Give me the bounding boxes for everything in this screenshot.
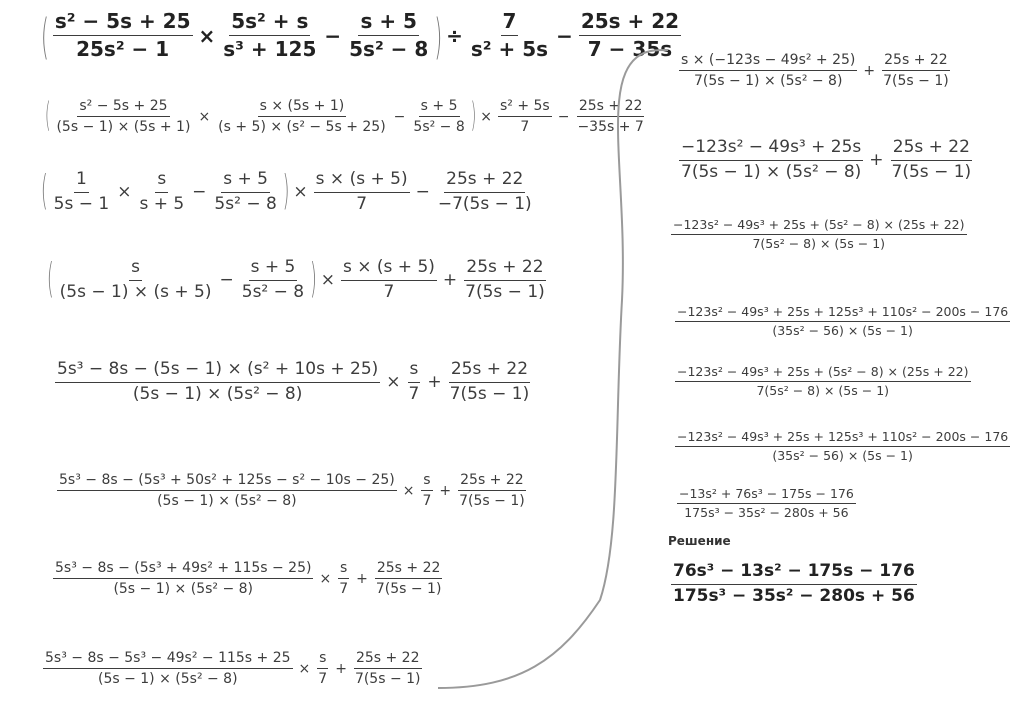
fraction xyxy=(43,650,293,687)
numerator: s² − 5s + 25 xyxy=(53,10,193,36)
numerator: s × (5s + 1) xyxy=(258,98,347,117)
denominator: (5s − 1) × (5s² − 8) xyxy=(132,383,303,404)
denominator: 7(5s − 1) xyxy=(891,161,972,182)
times-operator: × xyxy=(117,182,132,203)
numerator: −123s² − 49s³ + 25s + (5s² − 8) × (25s + 22) xyxy=(675,365,971,382)
fraction xyxy=(221,10,318,61)
times-operator: × xyxy=(293,182,308,203)
denominator: 7(5s − 1) xyxy=(459,493,525,510)
denominator: 25s² − 1 xyxy=(76,37,170,61)
numerator: −123s² − 49s³ + 25s + 125s³ + 110s² − 200s − 176 xyxy=(675,305,1010,322)
minus-operator: − xyxy=(192,182,207,203)
denominator: (5s − 1) × (s + 5) xyxy=(59,281,212,302)
numerator: 25s + 22 xyxy=(375,560,443,579)
numerator: s × (s + 5) xyxy=(314,170,410,193)
final-answer xyxy=(668,562,920,606)
fraction xyxy=(469,10,550,61)
denominator: 7(5s − 1) xyxy=(449,383,530,404)
denominator: 7(5s − 1) xyxy=(354,671,421,688)
numerator: s² + 5s xyxy=(498,98,552,117)
numerator: 5s³ − 8s − 5s³ − 49s² − 115s + 25 xyxy=(43,650,293,669)
fraction xyxy=(316,650,329,687)
numerator: s + 5 xyxy=(419,98,460,117)
numerator: s × (−123s − 49s² + 25) xyxy=(679,52,857,71)
fraction xyxy=(314,170,410,214)
denominator: (35s² − 56) × (5s − 1) xyxy=(772,323,913,339)
denominator: 7 xyxy=(356,193,368,214)
fraction xyxy=(679,52,857,89)
minus-operator: − xyxy=(219,270,234,291)
numerator: −13s² + 76s³ − 175s − 176 xyxy=(677,487,856,504)
numerator: s² − 5s + 25 xyxy=(77,98,169,117)
fraction xyxy=(216,98,388,135)
denominator: 7 − 35s xyxy=(587,37,673,61)
denominator: 175s³ − 35s² − 280s + 56 xyxy=(673,585,915,606)
numerator: −123s² − 49s³ + 25s xyxy=(679,138,863,161)
times-operator: × xyxy=(402,482,415,499)
fraction xyxy=(436,170,534,214)
step-5 xyxy=(52,360,534,404)
open-paren: ( xyxy=(41,6,49,65)
denominator: −7(5s − 1) xyxy=(437,193,532,214)
open-paren: ( xyxy=(47,256,54,305)
close-paren: ) xyxy=(470,97,477,136)
fraction xyxy=(374,560,444,597)
fraction xyxy=(57,472,397,509)
minus-operator: − xyxy=(557,108,570,125)
denominator: s² + 5s xyxy=(470,37,549,61)
denominator: 7 xyxy=(520,119,530,136)
fraction xyxy=(52,170,112,214)
minus-operator: − xyxy=(393,108,406,125)
fraction xyxy=(457,472,527,509)
numerator: 5s³ − 8s − (5s³ + 50s² + 125s − s² − 10s − 25) xyxy=(57,472,397,491)
minus-operator: − xyxy=(415,182,430,203)
fraction xyxy=(463,258,547,302)
numerator: s + 5 xyxy=(221,170,270,193)
denominator: 5s − 1 xyxy=(53,193,110,214)
numerator: s xyxy=(338,560,349,579)
right-step-1 xyxy=(676,52,954,89)
step-1 xyxy=(40,6,684,65)
step-7 xyxy=(50,560,446,597)
fraction xyxy=(58,258,214,302)
fraction xyxy=(55,360,380,404)
fraction xyxy=(420,472,433,509)
right-step-5 xyxy=(672,365,974,399)
fraction xyxy=(675,305,1010,339)
times-operator: × xyxy=(198,23,216,48)
denominator: (s + 5) × (s² − 5s + 25) xyxy=(218,119,386,136)
open-paren: ( xyxy=(41,168,48,217)
numerator: s xyxy=(408,360,421,383)
denominator: 175s³ − 35s² − 280s + 56 xyxy=(684,505,849,521)
fraction xyxy=(675,430,1010,464)
fraction xyxy=(137,170,186,214)
denominator: 5s² − 8 xyxy=(241,281,305,302)
plus-operator: + xyxy=(442,270,458,291)
denominator: −35s + 7 xyxy=(577,119,644,136)
fraction xyxy=(341,258,437,302)
numerator: 7 xyxy=(501,10,519,36)
numerator: s + 5 xyxy=(358,10,419,36)
step-6 xyxy=(54,472,530,509)
numerator: 1 xyxy=(74,170,89,193)
denominator: 7 xyxy=(422,493,432,510)
fraction xyxy=(575,98,645,135)
solution-label: Решение xyxy=(668,534,731,548)
numerator: 5s² + s xyxy=(229,10,310,36)
numerator: s xyxy=(421,472,432,491)
fraction xyxy=(498,98,552,135)
denominator: 7(5s − 1) × (5s² − 8) xyxy=(693,73,843,90)
fraction xyxy=(53,10,193,61)
right-step-4 xyxy=(672,305,1013,339)
numerator: 5s³ − 8s − (5s − 1) × (s² + 10s + 25) xyxy=(55,360,380,383)
denominator: 5s² − 8 xyxy=(413,119,465,136)
denominator: (5s − 1) × (5s² − 8) xyxy=(97,671,238,688)
close-paren: ) xyxy=(434,6,443,65)
fraction xyxy=(671,562,917,606)
fraction xyxy=(353,650,423,687)
times-operator: × xyxy=(480,108,492,125)
step-2 xyxy=(44,98,649,135)
numerator: s xyxy=(317,650,328,669)
fraction xyxy=(671,218,967,252)
right-step-7 xyxy=(674,487,859,521)
denominator: 7(5s − 1) xyxy=(375,581,442,598)
plus-operator: + xyxy=(356,570,368,587)
minus-operator: − xyxy=(556,23,573,48)
times-operator: × xyxy=(386,372,401,393)
close-paren: ) xyxy=(310,256,317,305)
times-operator: × xyxy=(320,270,335,291)
numerator: 25s + 22 xyxy=(444,170,525,193)
close-paren: ) xyxy=(282,168,290,217)
fraction xyxy=(675,365,971,399)
numerator: s xyxy=(155,170,168,193)
fraction xyxy=(579,10,681,61)
plus-operator: + xyxy=(427,372,442,393)
denominator: 5s² − 8 xyxy=(349,37,429,61)
numerator: 25s + 22 xyxy=(458,472,526,491)
denominator: 7(5s − 1) × (5s² − 8) xyxy=(681,161,862,182)
fraction xyxy=(53,560,313,597)
minus-operator: − xyxy=(324,23,342,48)
denominator: 5s² − 8 xyxy=(214,193,277,214)
times-operator: × xyxy=(198,108,211,125)
fraction xyxy=(407,360,422,404)
denominator: 7(5s − 1) xyxy=(465,281,545,302)
numerator: 25s + 22 xyxy=(354,650,422,669)
denominator: 7 xyxy=(383,281,395,302)
fraction xyxy=(54,98,192,135)
fraction xyxy=(337,560,350,597)
plus-operator: + xyxy=(335,660,347,677)
step-3 xyxy=(40,168,537,217)
fraction xyxy=(212,170,278,214)
fraction xyxy=(881,52,951,89)
denominator: (5s − 1) × (5s² − 8) xyxy=(113,581,254,598)
numerator: 25s + 22 xyxy=(891,138,972,161)
denominator: 7 xyxy=(318,671,328,688)
numerator: 25s + 22 xyxy=(577,98,645,117)
denominator: (5s − 1) × (5s + 1) xyxy=(56,119,191,136)
numerator: 25s + 22 xyxy=(882,52,950,71)
numerator: −123s² − 49s³ + 25s + 125s³ + 110s² − 200s − 176 xyxy=(675,430,1010,447)
denominator: 7(5s² − 8) × (5s − 1) xyxy=(756,383,890,399)
numerator: 5s³ − 8s − (5s³ + 49s² + 115s − 25) xyxy=(53,560,313,579)
denominator: 7(5s − 1) xyxy=(883,73,949,90)
numerator: 25s + 22 xyxy=(449,360,530,383)
divide-operator: ÷ xyxy=(446,23,463,48)
open-paren: ( xyxy=(45,97,51,136)
fraction xyxy=(677,487,856,521)
fraction xyxy=(240,258,306,302)
plus-operator: + xyxy=(869,150,884,171)
step-8 xyxy=(40,650,426,687)
fraction xyxy=(411,98,466,135)
plus-operator: + xyxy=(863,62,876,79)
denominator: s³ + 125 xyxy=(223,37,317,61)
fraction xyxy=(890,138,974,182)
numerator: s × (s + 5) xyxy=(341,258,437,281)
fraction xyxy=(347,10,430,61)
fraction xyxy=(679,138,863,182)
right-step-3 xyxy=(668,218,970,252)
times-operator: × xyxy=(298,660,311,677)
denominator: 7 xyxy=(339,581,349,598)
plus-operator: + xyxy=(439,482,452,499)
step-4 xyxy=(46,256,550,305)
numerator: s + 5 xyxy=(249,258,298,281)
numerator: 25s + 22 xyxy=(464,258,545,281)
denominator: 7 xyxy=(408,383,420,404)
numerator: 76s³ − 13s² − 175s − 176 xyxy=(671,562,917,585)
denominator: 7(5s² − 8) × (5s − 1) xyxy=(752,236,886,252)
denominator: (5s − 1) × (5s² − 8) xyxy=(157,493,297,510)
right-step-6 xyxy=(672,430,1013,464)
numerator: −123s² − 49s³ + 25s + (5s² − 8) × (25s + 22) xyxy=(671,218,967,235)
denominator: (35s² − 56) × (5s − 1) xyxy=(772,448,913,464)
numerator: 25s + 22 xyxy=(579,10,681,36)
fraction xyxy=(448,360,532,404)
numerator: s xyxy=(129,258,142,281)
right-step-2 xyxy=(676,138,976,182)
denominator: s + 5 xyxy=(139,193,185,214)
times-operator: × xyxy=(319,570,332,587)
